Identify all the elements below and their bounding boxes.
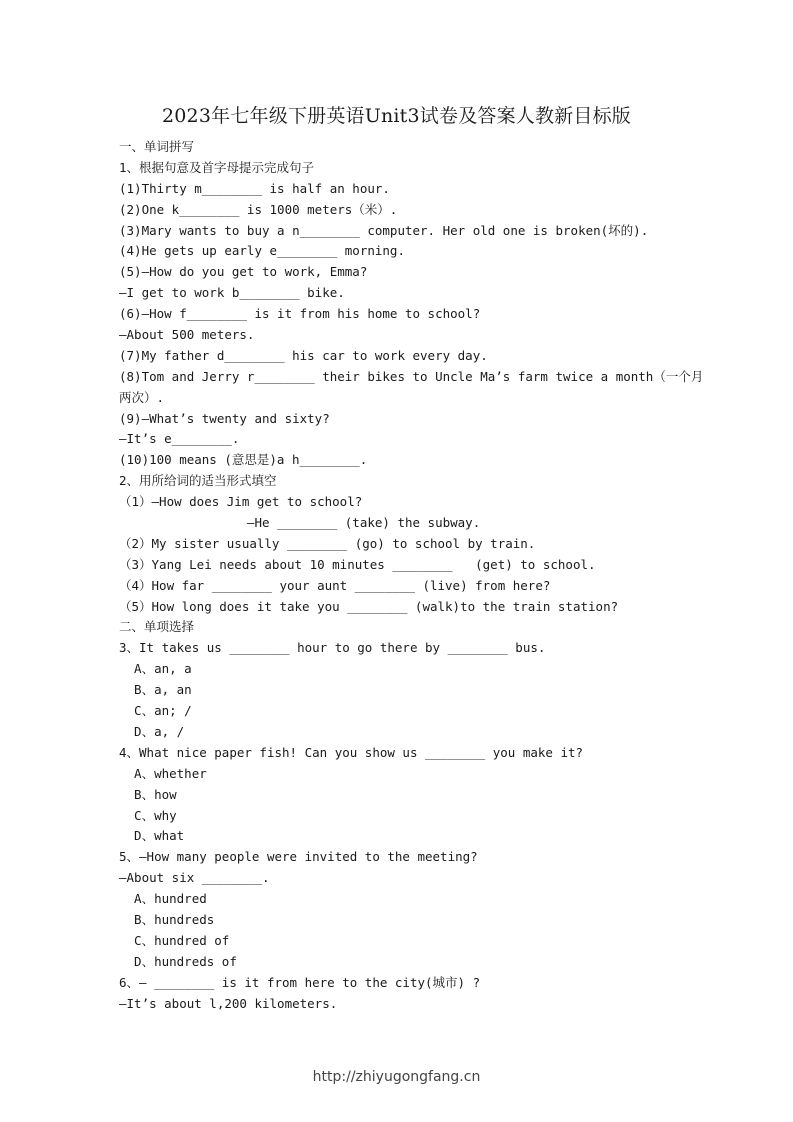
question-line: （1）—How does Jim get to school? (119, 494, 363, 510)
question-line: —It’s e________. (119, 431, 240, 447)
answer-option: A、an, a (119, 661, 192, 677)
question-line: —About 500 meters. (119, 327, 255, 343)
answer-option: C、an; / (119, 703, 192, 719)
question-line: （3）Yang Lei needs about 10 minutes ________ (get) to school. (119, 556, 596, 572)
answer-option: C、hundred of (119, 932, 230, 948)
answer-option: D、hundreds of (119, 953, 237, 969)
question-line: —He ________ (take) the subway. (119, 515, 481, 531)
answer-option: C、why (119, 807, 177, 823)
question-line: (9)—What’s twenty and sixty? (119, 410, 330, 426)
question-line: (4)He gets up early e________ morning. (119, 243, 405, 259)
answer-option: D、what (119, 828, 185, 844)
question-line: 3、It takes us ________ hour to go there by ________ bus. (119, 640, 546, 656)
question-line: （2）My sister usually ________ (go) to school by train. (119, 535, 536, 551)
answer-option: B、hundreds (119, 911, 215, 927)
section-heading: 一、单词拼写 (119, 139, 195, 154)
question-line: (8)Tom and Jerry r________ their bikes to Uncle Ma’s farm twice a month（一个月 (119, 368, 704, 384)
question-line: 两次）. (119, 389, 165, 405)
document-title: 2023年七年级下册英语Unit3试卷及答案人教新目标版 (161, 105, 631, 127)
question-line: 5、—How many people were invited to the meeting? (119, 849, 478, 865)
question-line: （5）How long does it take you ________ (walk)to the train station? (119, 598, 619, 614)
section-heading: 二、单项选择 (119, 619, 195, 635)
answer-option: B、a, an (119, 682, 192, 698)
question-line: 4、What nice paper fish! Can you show us ________ you make it? (119, 744, 584, 760)
question-line: —I get to work b________ bike. (119, 285, 345, 301)
question-line: (1)Thirty m________ is half an hour. (119, 180, 390, 196)
question-line: (7)My father d________ his car to work every day. (119, 347, 488, 363)
question-line: (5)—How do you get to work, Emma? (119, 264, 368, 280)
question-line: (10)100 means (意思是)a h________. (119, 452, 368, 468)
document-body (119, 137, 719, 1014)
question-line: —About six ________. (119, 870, 270, 886)
question-heading: 2、用所给词的适当形式填空 (119, 473, 277, 489)
answer-option: B、how (119, 786, 177, 802)
answer-option: A、whether (119, 765, 207, 781)
answer-option: D、a, / (119, 723, 185, 739)
question-heading: 1、根据句意及首字母提示完成句子 (119, 159, 315, 175)
question-line: (3)Mary wants to buy a n________ computer. Her old one is broken(坏的). (119, 222, 649, 238)
question-line: 6、— ________ is it from here to the city(城市) ? (119, 974, 481, 990)
question-line: (2)One k________ is 1000 meters（米）. (119, 201, 398, 217)
question-line: —It’s about l,200 kilometers. (119, 995, 338, 1011)
footer-url: http://zhiyugongfang.cn (312, 1069, 481, 1085)
question-line: （4）How far ________ your aunt ________ (live) from here? (119, 577, 551, 593)
question-line: (6)—How f________ is it from his home to school? (119, 306, 481, 322)
answer-option: A、hundred (119, 891, 207, 907)
